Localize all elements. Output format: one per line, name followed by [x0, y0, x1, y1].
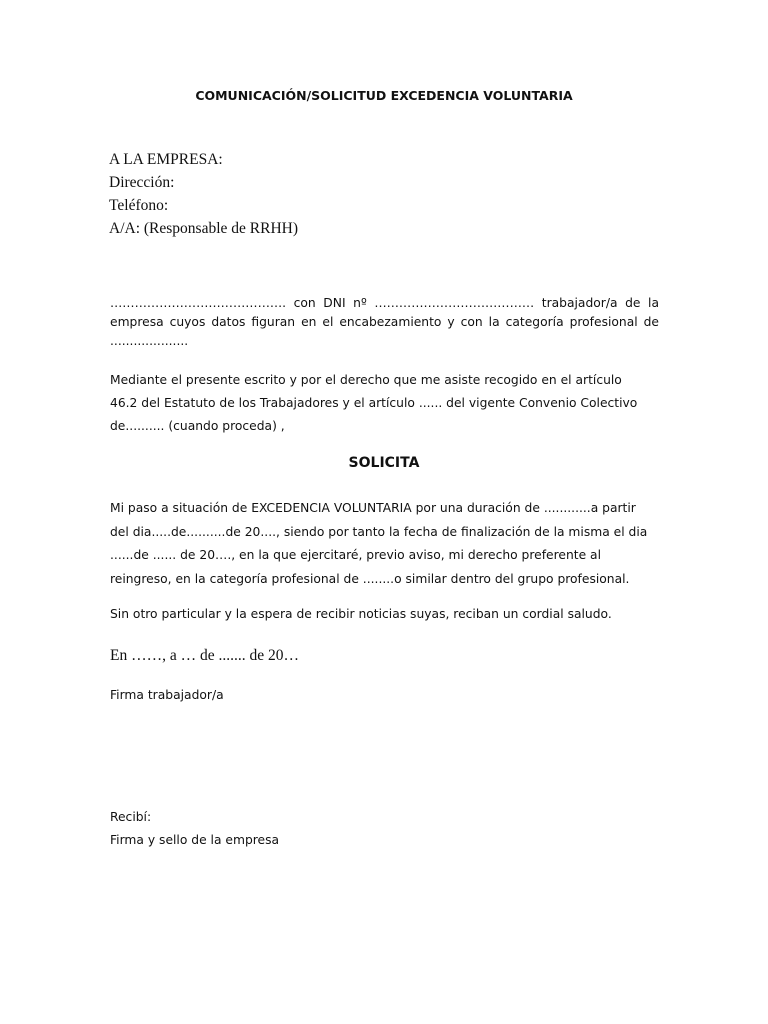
- company-signature-label: Firma y sello de la empresa: [110, 833, 280, 847]
- date-line: En ……, a … de ....... de 20…: [110, 647, 299, 664]
- address-attention: A/A: (Responsable de RRHH): [109, 220, 298, 237]
- address-direccion: Dirección:: [109, 174, 175, 191]
- intro-line-1: ……………………………………. con DNI nº ………………………………… trabajador/a de la: [110, 296, 659, 310]
- request-line-4: reingreso, en la categoría profesional de ........o similar dentro del grupo profesional.: [110, 571, 630, 586]
- request-line-1: Mi paso a situación de EXCEDENCIA VOLUNTARIA por una duración de ............a partir: [110, 501, 636, 515]
- basis-line-1: Mediante el presente escrito y por el derecho que me asiste recogido en el artículo: [110, 373, 622, 387]
- request-line-2: del dia.....de..........de 20...., siendo por tanto la fecha de finalización de la misma el dia: [110, 524, 648, 539]
- intro-paragraph: [110, 294, 659, 351]
- address-telefono: Teléfono:: [109, 197, 169, 214]
- basis-line-2: 46.2 del Estatuto de los Trabajadores y el artículo ...... del vigente Convenio Colectivo: [110, 396, 638, 410]
- closing-text: [110, 607, 670, 621]
- address-company: A LA EMPRESA:: [109, 151, 223, 168]
- received-label: Recibí:: [110, 810, 152, 824]
- basis-paragraph: [110, 369, 670, 438]
- request-heading: SOLICITA: [348, 455, 420, 471]
- request-line-3: ......de ...... de 20…., en la que ejercitaré, previo aviso, mi derecho preferente al: [110, 548, 601, 562]
- document-title: COMUNICACIÓN/SOLICITUD EXCEDENCIA VOLUNTARIA: [195, 88, 573, 103]
- basis-line-3: de.......... (cuando proceda) ,: [110, 419, 285, 433]
- intro-line-2: empresa cuyos datos figuran en el encabezamiento y con la categoría profesional de: [110, 315, 659, 329]
- closing-line: Sin otro particular y la espera de recibir noticias suyas, reciban un cordial saludo.: [110, 607, 612, 621]
- worker-signature-label: Firma trabajador/a: [110, 688, 224, 702]
- intro-line-3: ....................: [110, 334, 189, 348]
- request-paragraph: [110, 497, 670, 591]
